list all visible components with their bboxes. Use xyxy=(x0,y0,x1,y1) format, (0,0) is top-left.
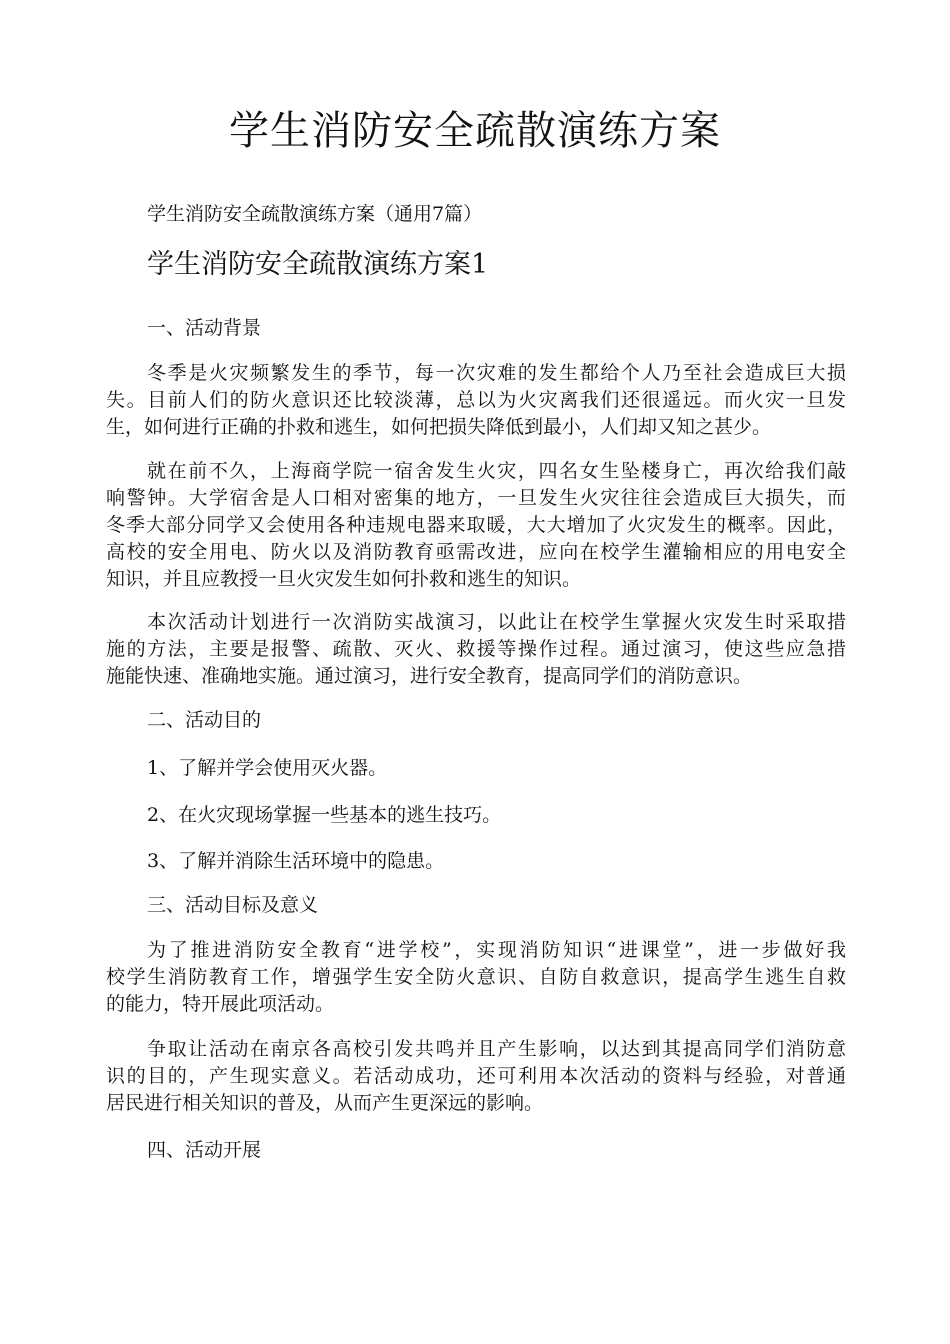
paragraph-line: 为了推进消防安全教育“进学校”，实现消防知识“进课堂”，进一步做好我 xyxy=(147,939,846,961)
paragraph-line: 知识，并且应教授一旦火灾发生如何扑救和逃生的知识。 xyxy=(106,568,582,590)
paragraph-line: 生，如何进行正确的扑救和逃生，如何把损失降低到最小，人们却又知之甚少。 xyxy=(106,416,772,438)
paragraph-line: 就在前不久，上海商学院一宿舍发生火灾，四名女生坠楼身亡，再次给我们敲 xyxy=(147,460,846,482)
list-item: 3、了解并消除生活环境中的隐患。 xyxy=(147,850,445,872)
heading-activity-goals: 三、活动目标及意义 xyxy=(147,894,319,916)
list-item: 2、在火灾现场掌握一些基本的逃生技巧。 xyxy=(147,804,502,826)
paragraph-line: 施的方法，主要是报警、疏散、灭火、救援等操作过程。通过演习，使这些应急措 xyxy=(106,638,846,660)
paragraph-line: 校学生消防教育工作，增强学生安全防火意识、自防自救意识，提高学生逃生自救 xyxy=(106,966,846,988)
section-heading: 学生消防安全疏散演练方案1 xyxy=(147,249,489,280)
list-item: 1、了解并学会使用灭火器。 xyxy=(147,757,388,779)
paragraph-line: 施能快速、准确地实施。通过演习，进行安全教育，提高同学们的消防意识。 xyxy=(106,665,753,687)
paragraph-line: 识的目的，产生现实意义。若活动成功，还可利用本次活动的资料与经验，对普通 xyxy=(106,1065,846,1087)
heading-activity-purpose: 二、活动目的 xyxy=(147,709,262,731)
document-subtitle: 学生消防安全疏散演练方案（通用7篇） xyxy=(147,203,483,225)
paragraph-line: 本次活动计划进行一次消防实战演习，以此让在校学生掌握火灾发生时采取措 xyxy=(147,611,846,633)
paragraph-line: 响警钟。大学宿舍是人口相对密集的地方，一旦发生火灾往往会造成巨大损失，而 xyxy=(106,487,846,509)
heading-activity-launch: 四、活动开展 xyxy=(147,1139,262,1161)
paragraph-line: 冬季是火灾频繁发生的季节，每一次灾难的发生都给个人乃至社会造成巨大损 xyxy=(147,362,846,384)
paragraph-line: 的能力，特开展此项活动。 xyxy=(106,993,335,1015)
paragraph-line: 失。目前人们的防火意识还比较淡薄，总以为火灾离我们还很遥远。而火灾一旦发 xyxy=(106,389,846,411)
heading-activity-background: 一、活动背景 xyxy=(147,317,262,339)
paragraph-line: 冬季大部分同学又会使用各种违规电器来取暖，大大增加了火灾发生的概率。因此， xyxy=(106,514,846,536)
paragraph-line: 居民进行相关知识的普及，从而产生更深远的影响。 xyxy=(106,1092,544,1114)
document-title: 学生消防安全疏散演练方案 xyxy=(229,108,721,154)
paragraph-line: 高校的安全用电、防火以及消防教育亟需改进，应向在校学生灌输相应的用电安全 xyxy=(106,541,846,563)
paragraph-line: 争取让活动在南京各高校引发共鸣并且产生影响，以达到其提高同学们消防意 xyxy=(147,1038,846,1060)
